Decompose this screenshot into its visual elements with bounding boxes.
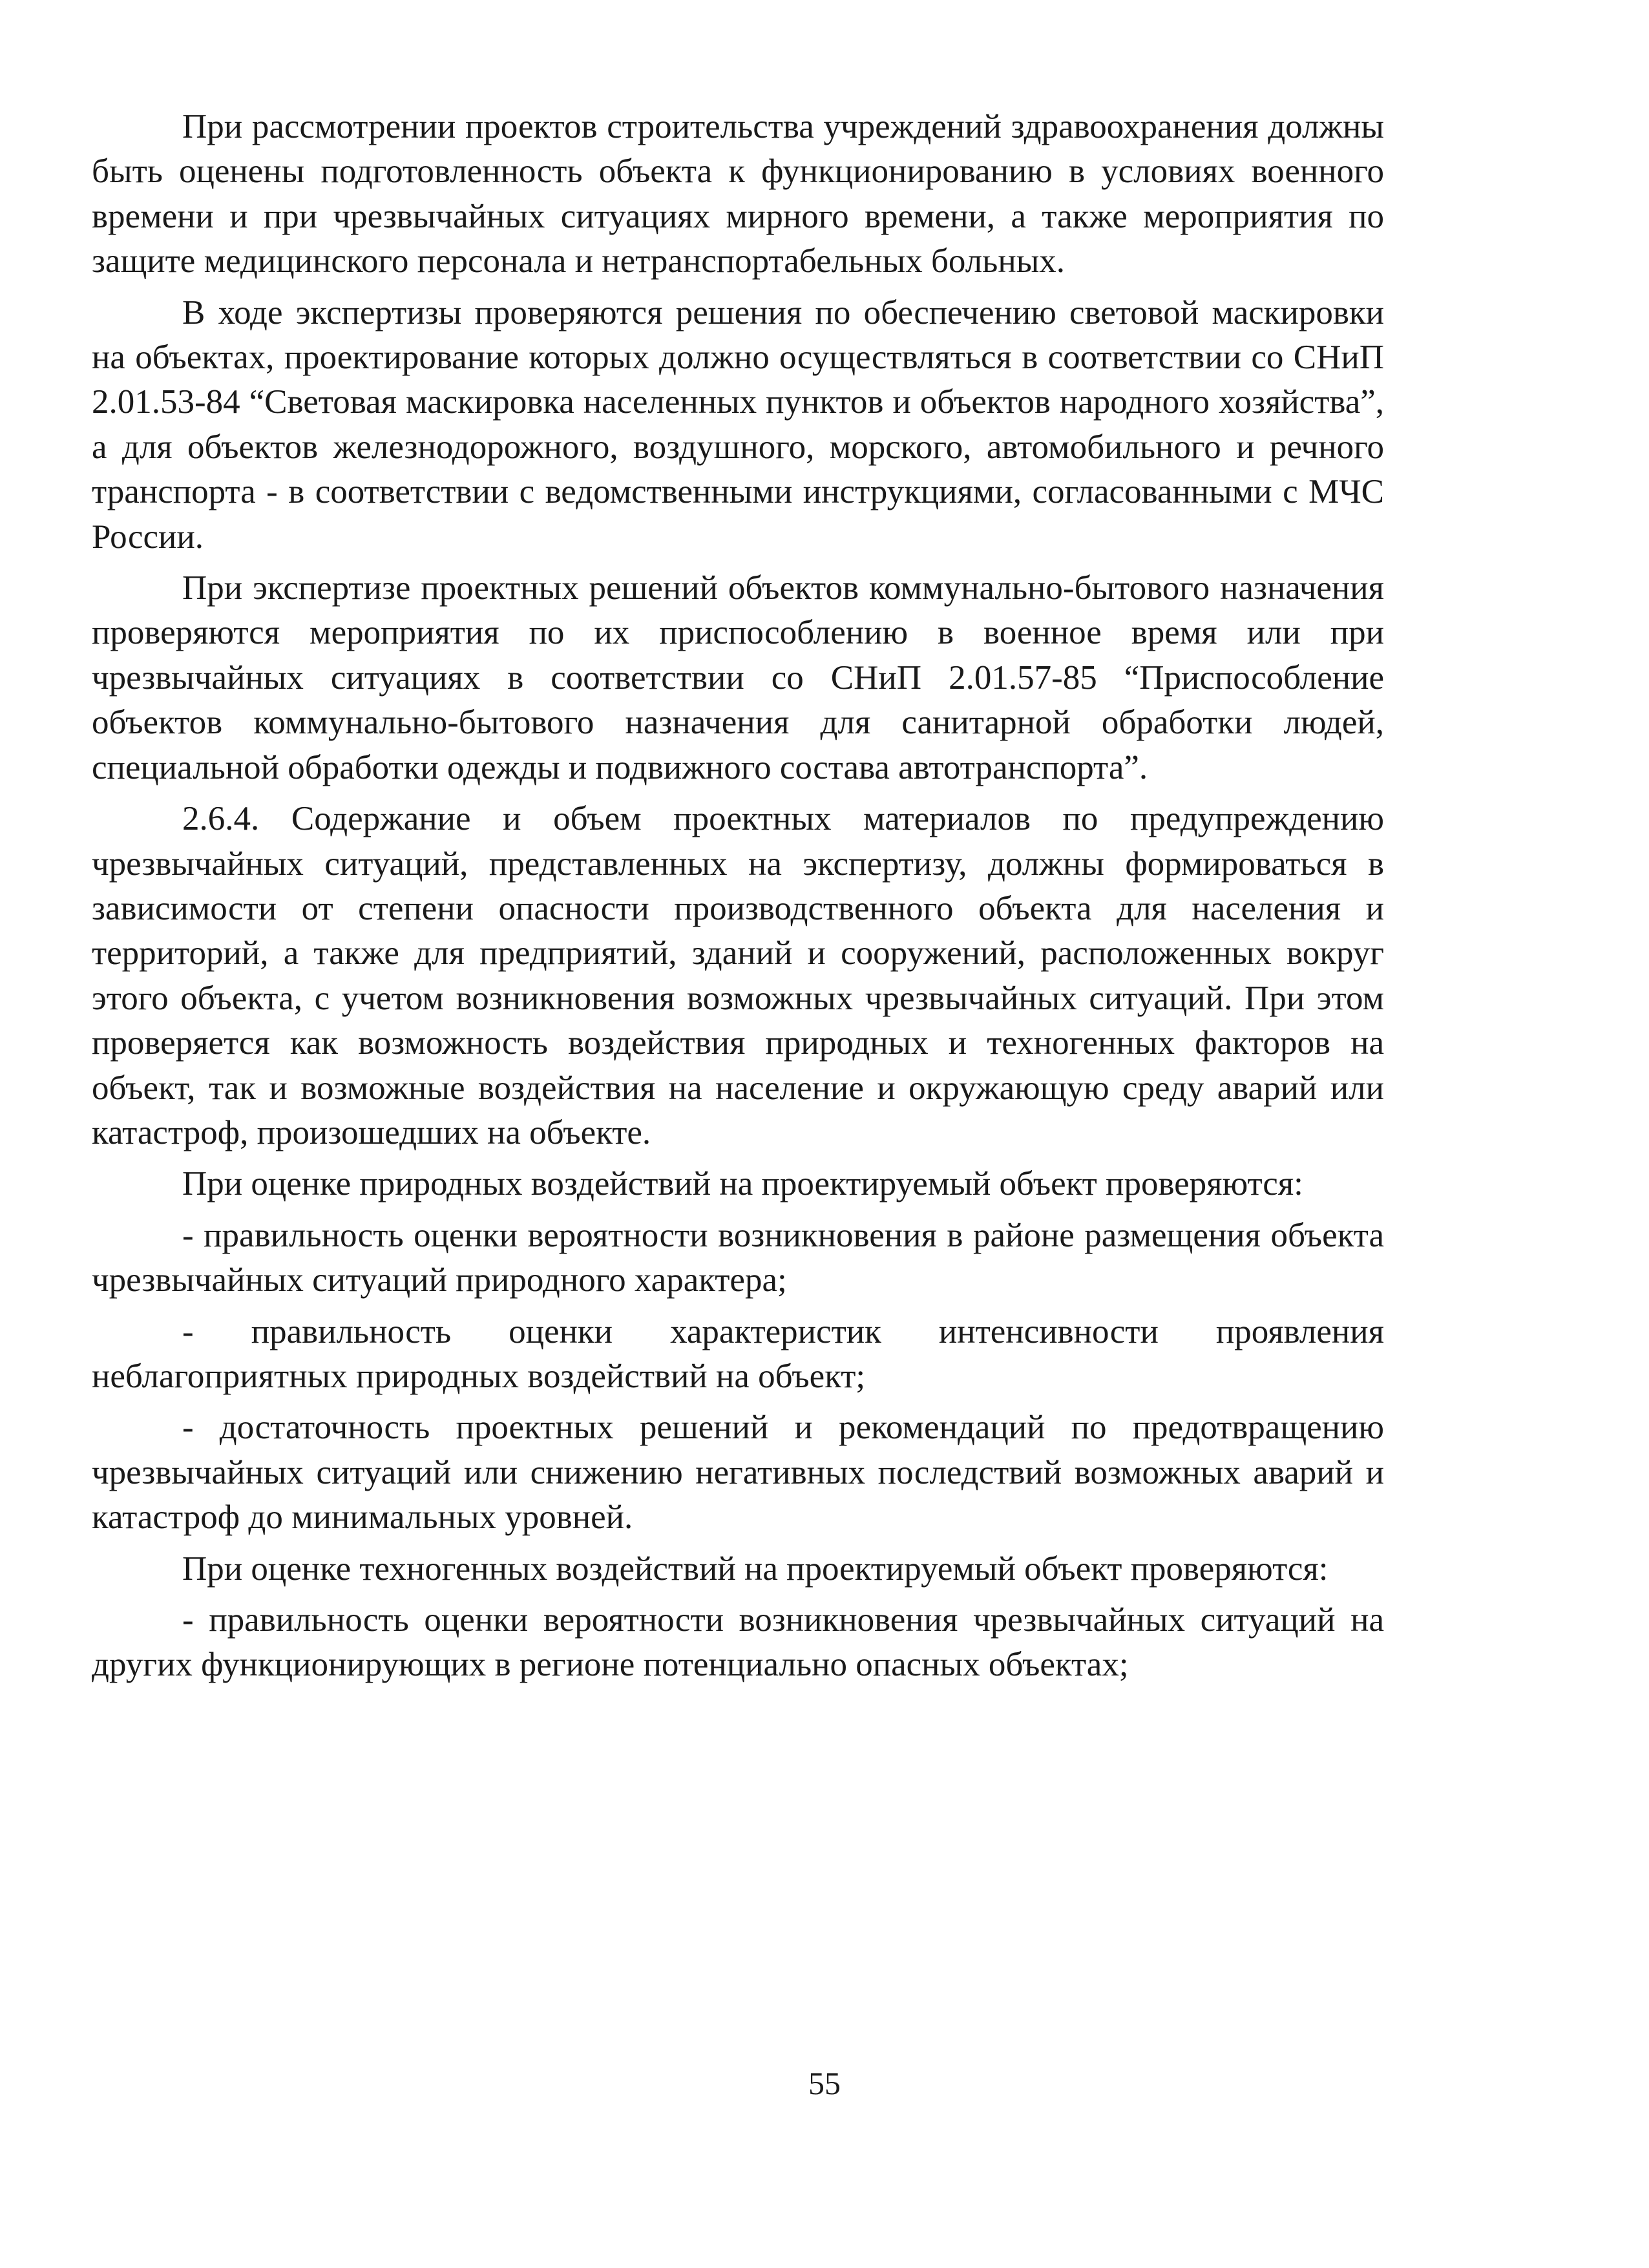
paragraph-natural-impacts-intro: При оценке природных воздействий на проектируемый объект проверяются: xyxy=(182,1165,1303,1203)
body-text xyxy=(92,105,1384,1694)
paragraph-technogenic-impacts-intro: При оценке техногенных воздействий на проектируемый объект проверяются: xyxy=(182,1549,1329,1588)
paragraph-communal-objects: При экспертизе проектных решений объектов коммунально-бытового назначения проверяются мероприятия по их приспособлению в военное время или при чрезвычайных ситуациях в соответствии со СНиП 2.01.57-85 “Приспособление объектов коммунально-бытового назначения для санитарной обработки людей, специальной обработки одежды и подвижного состава автотранспорта”. xyxy=(92,569,1384,786)
list-item: - правильность оценки вероятности возникновения в районе размещения объекта чрезвычайных ситуаций природного характера; xyxy=(92,1216,1384,1299)
page-number: 55 xyxy=(808,2065,841,2101)
list-item: - правильность оценки характеристик интенсивности проявления неблагоприятных природных воздействий на объект; xyxy=(92,1312,1384,1395)
list-item: - правильность оценки вероятности возникновения чрезвычайных ситуаций на других функционирующих в регионе потенциально опасных объектах; xyxy=(92,1601,1384,1684)
paragraph-healthcare: При рассмотрении проектов строительства учреждений здравоохранения должны быть оценены подготовленность объекта к функционированию в условиях военного времени и при чрезвычайных ситуациях мирного времени, а также мероприятия по защите медицинского персонала и нетранспортабельных больных. xyxy=(92,108,1384,280)
paragraph-section-2-6-4: 2.6.4. Содержание и объем проектных материалов по предупреждению чрезвычайных ситуаций, представленных на экспертизу, должны формироваться в зависимости от степени опасности производственного объекта для населения и территорий, а также для предприятий, зданий и сооружений, расположенных вокруг этого объекта, с учетом возникновения возможных чрезвычайных ситуаций. При этом проверяется как возможность воздействия природных и техногенных факторов на объект, так и возможные воздействия на население и окружающую среду аварий или катастроф, произошедших на объекте. xyxy=(92,800,1384,1151)
list-item: - достаточность проектных решений и рекомендаций по предотвращению чрезвычайных ситуаций или снижению негативных последствий возможных аварий и катастроф до минимальных уровней. xyxy=(92,1409,1384,1537)
paragraph-light-masking: В ходе экспертизы проверяются решения по обеспечению световой маскировки на объектах, проектирование которых должно осуществляться в соответствии со СНиП 2.01.53-84 “Световая маскировка населенных пунктов и объектов народного хозяйства”, а для объектов железнодорожного, воздушного, морского, автомобильного и речного транспорта - в соответствии с ведомственными инструкциями, согласованными с МЧС России. xyxy=(92,293,1384,556)
